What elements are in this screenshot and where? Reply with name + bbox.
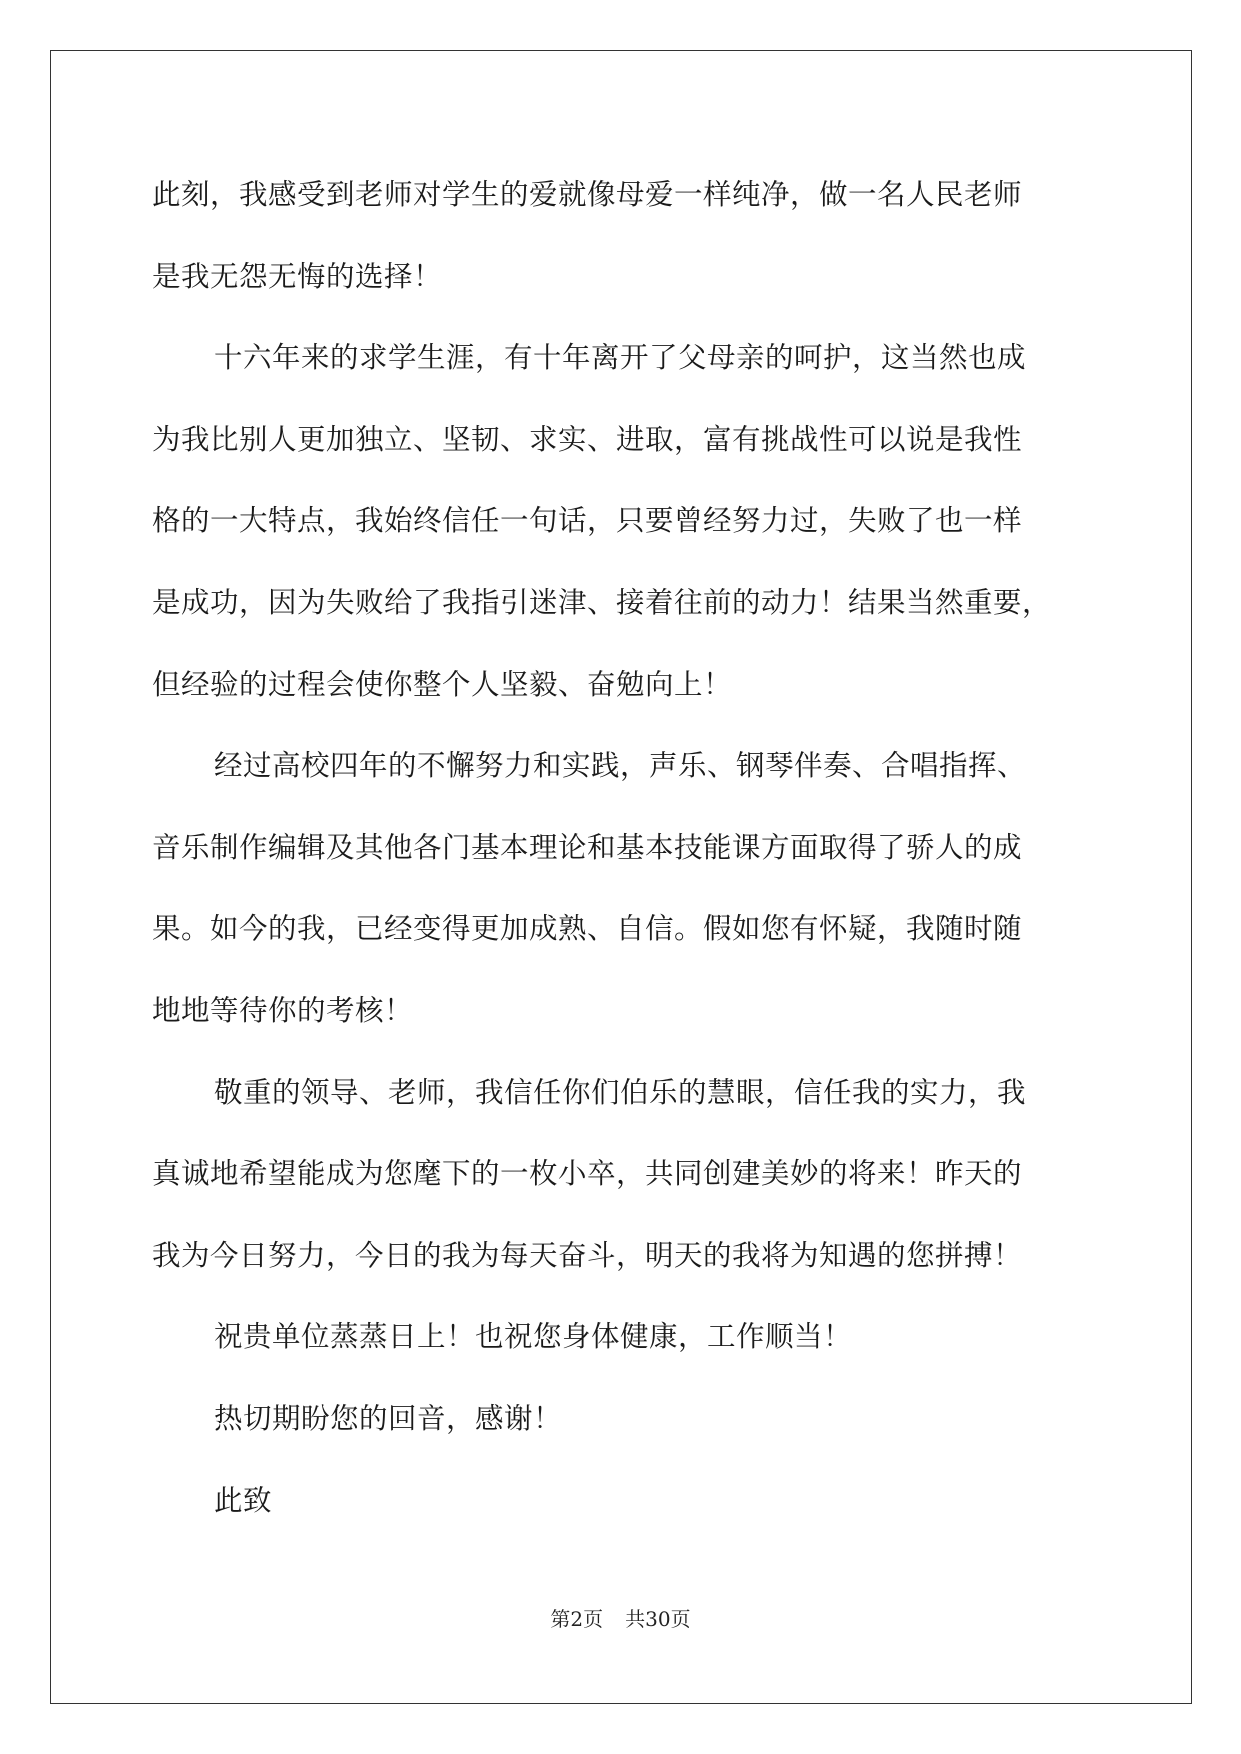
page-number-suffix: 页 — [583, 1607, 604, 1631]
text-line: 为我比别人更加独立、坚韧、求实、进取，富有挑战性可以说是我性 — [152, 422, 1023, 456]
paragraph-start-line: 十六年来的求学生涯，有十年离开了父母亲的呵护，这当然也成 — [214, 341, 1027, 375]
page-total: 30 — [645, 1607, 671, 1631]
page-total-prefix: 共 — [625, 1607, 646, 1631]
page-total-suffix: 页 — [670, 1607, 691, 1631]
closing-salutation: 此致 — [214, 1483, 273, 1517]
text-line: 音乐制作编辑及其他各门基本理论和基本技能课方面取得了骄人的成 — [152, 830, 1023, 864]
text-line: 是我无怨无悔的选择！ — [152, 259, 443, 293]
paragraph-start-line: 祝贵单位蒸蒸日上！也祝您身体健康，工作顺当！ — [214, 1320, 853, 1354]
text-line: 是成功，因为失败给了我指引迷津、接着往前的动力！结果当然重要， — [152, 585, 1052, 619]
letter-body — [152, 165, 1122, 1552]
page-footer — [0, 1607, 1241, 1631]
paragraph-start-line: 敬重的领导、老师，我信任你们伯乐的慧眼，信任我的实力，我 — [214, 1075, 1027, 1109]
text-line: 格的一大特点，我始终信任一句话，只要曾经努力过，失败了也一样 — [152, 504, 1023, 538]
paragraph-start-line: 经过高校四年的不懈努力和实践，声乐、钢琴伴奏、合唱指挥、 — [214, 749, 1027, 783]
text-line: 地地等待你的考核！ — [152, 993, 414, 1027]
page-number-prefix: 第 — [550, 1607, 571, 1631]
text-line: 我为今日努力，今日的我为每天奋斗，明天的我将为知遇的您拼搏！ — [152, 1238, 1023, 1272]
text-line: 但经验的过程会使你整个人坚毅、奋勉向上！ — [152, 667, 733, 701]
text-line: 此刻，我感受到老师对学生的爱就像母爱一样纯净，做一名人民老师 — [152, 178, 1023, 211]
page-number-current: 2 — [570, 1607, 584, 1631]
paragraph-start-line: 热切期盼您的回音，感谢！ — [214, 1401, 563, 1435]
text-line: 果。如今的我，已经变得更加成熟、自信。假如您有怀疑，我随时随 — [152, 912, 1023, 946]
text-line: 真诚地希望能成为您麾下的一枚小卒，共同创建美妙的将来！昨天的 — [152, 1157, 1023, 1191]
